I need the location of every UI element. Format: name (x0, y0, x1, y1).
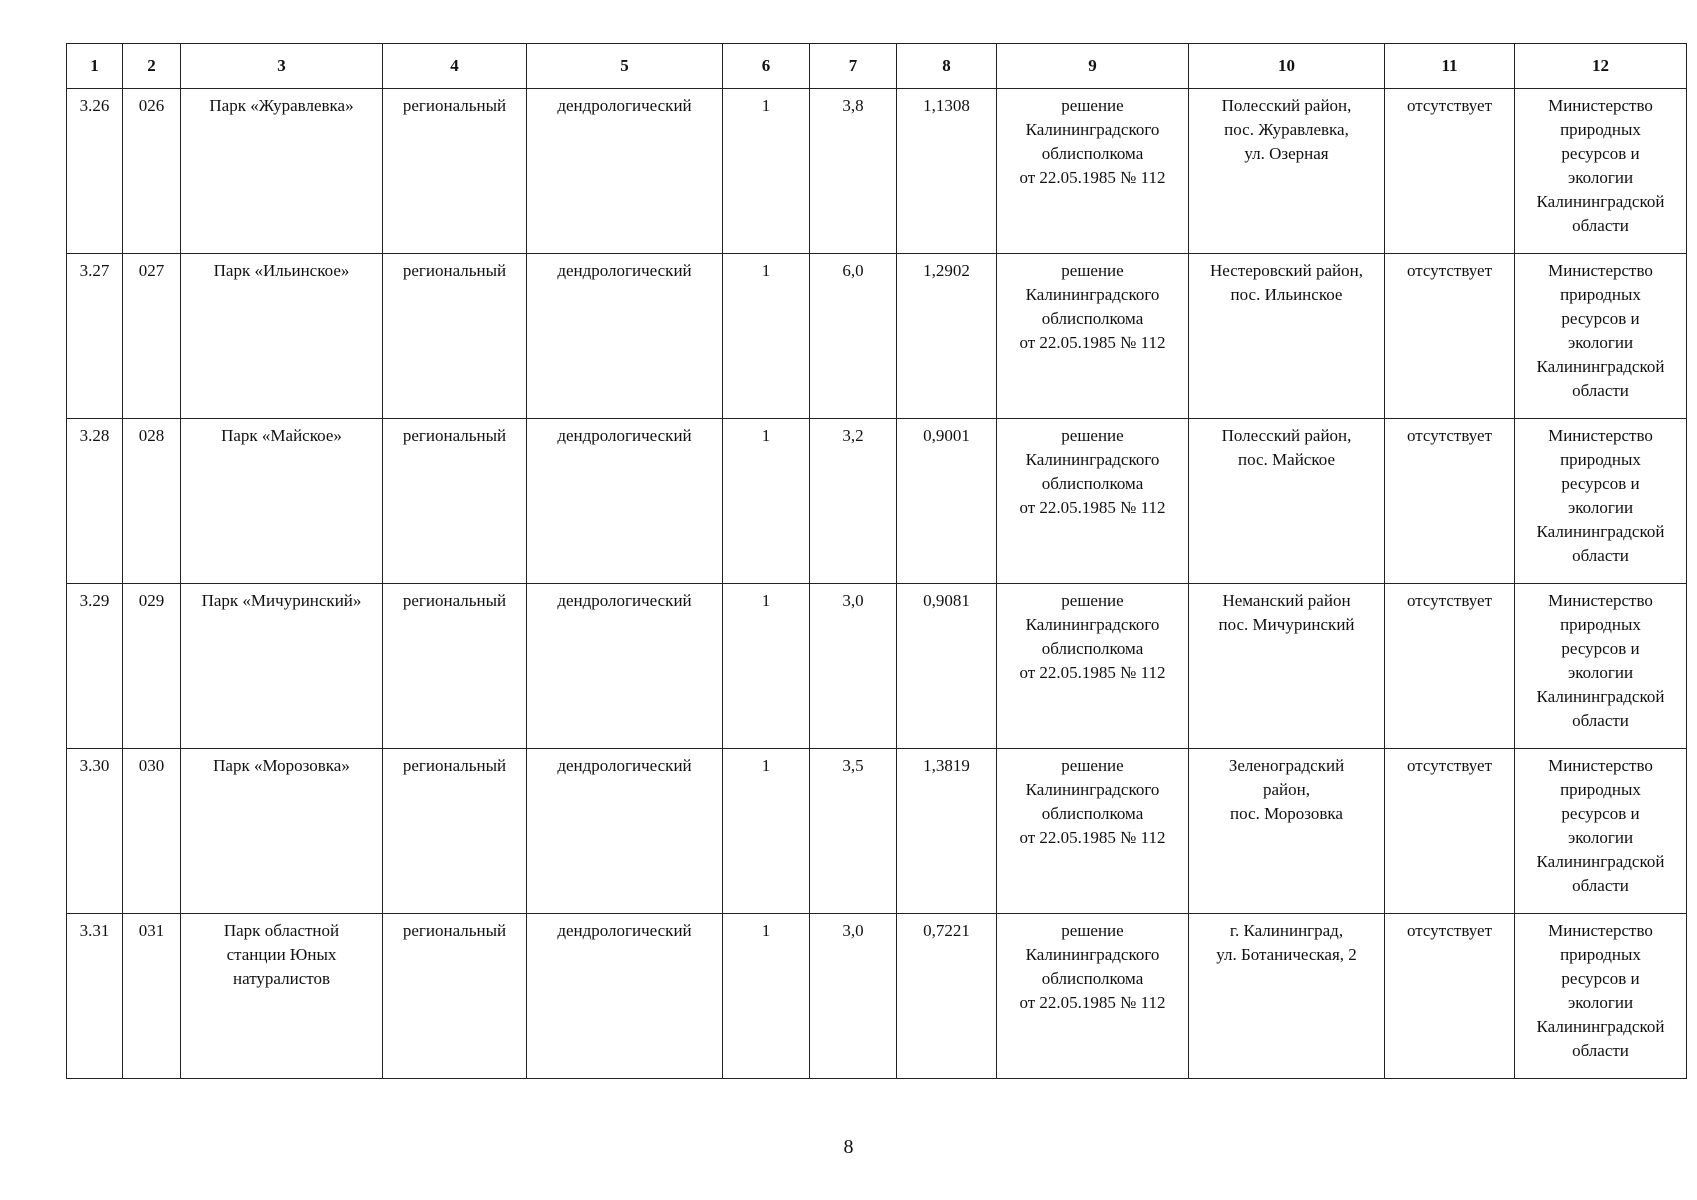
cell-text: 1,3819 (923, 756, 970, 775)
cell-area-b (897, 419, 997, 584)
cell-text: 026 (138, 96, 165, 115)
column-header-8: 8 (897, 44, 997, 89)
cell-text: 1 (761, 591, 771, 610)
header-row (67, 44, 1687, 89)
cell-text: г. Калининград, ул. Ботаническая, 2 (1216, 921, 1357, 964)
cell-authority (1515, 419, 1687, 584)
cell-area-b (897, 584, 997, 749)
cell-text: отсутствует (1406, 756, 1493, 775)
cell-area-a (810, 419, 897, 584)
cell-text: отсутствует (1406, 426, 1493, 445)
cell-text: дендрологический (557, 591, 692, 610)
cell-buffer (1385, 584, 1515, 749)
cell-area-a (810, 89, 897, 254)
cell-location (1189, 419, 1385, 584)
cell-area-a (810, 749, 897, 914)
cell-text: 3,0 (842, 921, 864, 940)
cell-significance (383, 419, 527, 584)
table-row (67, 419, 1687, 584)
cell-code (123, 419, 181, 584)
cell-category (723, 254, 810, 419)
cell-area-a (810, 254, 897, 419)
table-row (67, 749, 1687, 914)
column-header-12: 12 (1515, 44, 1687, 89)
cell-location (1189, 584, 1385, 749)
cell-text: 3.26 (79, 96, 110, 115)
cell-text: решение Калининградского облисполкома от 22.05.1985 № 112 (1019, 96, 1166, 187)
cell-buffer (1385, 89, 1515, 254)
cell-text: отсутствует (1406, 921, 1493, 940)
cell-text: 3,8 (842, 96, 864, 115)
cell-row-number (67, 89, 123, 254)
cell-name (181, 584, 383, 749)
cell-profile (527, 584, 723, 749)
cell-text: Нестеровский район, пос. Ильинское (1210, 261, 1363, 304)
cell-text: Парк «Мичуринский» (201, 591, 362, 610)
cell-text: дендрологический (557, 261, 692, 280)
cell-row-number (67, 749, 123, 914)
cell-code (123, 254, 181, 419)
table-header (67, 44, 1687, 89)
cell-code (123, 89, 181, 254)
page-number: 8 (843, 1136, 854, 1158)
cell-location (1189, 254, 1385, 419)
cell-text: 3.30 (79, 756, 110, 775)
cell-text: 031 (138, 921, 165, 940)
cell-code (123, 584, 181, 749)
cell-decision (997, 914, 1189, 1079)
cell-text: отсутствует (1406, 261, 1493, 280)
cell-category (723, 584, 810, 749)
cell-row-number (67, 914, 123, 1079)
table-body (67, 89, 1687, 1079)
cell-text: региональный (402, 591, 507, 610)
cell-profile (527, 749, 723, 914)
cell-name (181, 419, 383, 584)
cell-text: 3.29 (79, 591, 110, 610)
cell-text: Министерство природных ресурсов и экологии Калининградской области (1536, 96, 1665, 235)
cell-name (181, 89, 383, 254)
cell-text: дендрологический (557, 96, 692, 115)
column-header-9: 9 (997, 44, 1189, 89)
cell-text: дендрологический (557, 756, 692, 775)
cell-buffer (1385, 749, 1515, 914)
cell-text: 1 (761, 756, 771, 775)
cell-text: 0,7221 (923, 921, 970, 940)
cell-text: Министерство природных ресурсов и экологии Калининградской области (1536, 591, 1665, 730)
cell-text: Неманский район пос. Мичуринский (1218, 591, 1355, 634)
cell-row-number (67, 584, 123, 749)
cell-text: Парк «Майское» (221, 426, 342, 445)
cell-decision (997, 584, 1189, 749)
cell-text: Парк областной станции Юных натуралистов (223, 921, 340, 988)
cell-area-b (897, 254, 997, 419)
cell-text: Полесский район, пос. Майское (1221, 426, 1352, 469)
cell-authority (1515, 254, 1687, 419)
cell-buffer (1385, 914, 1515, 1079)
cell-text: решение Калининградского облисполкома от 22.05.1985 № 112 (1019, 261, 1166, 352)
cell-area-b (897, 914, 997, 1079)
cell-authority (1515, 914, 1687, 1079)
cell-text: Министерство природных ресурсов и экологии Калининградской области (1536, 426, 1665, 565)
cell-row-number (67, 419, 123, 584)
column-header-4: 4 (383, 44, 527, 89)
cell-text: 1 (761, 261, 771, 280)
cell-text: Министерство природных ресурсов и экологии Калининградской области (1536, 921, 1665, 1060)
cell-text: 3.28 (79, 426, 110, 445)
cell-text: региональный (402, 921, 507, 940)
cell-text: дендрологический (557, 426, 692, 445)
cell-text: 029 (138, 591, 165, 610)
cell-significance (383, 254, 527, 419)
cell-text: 3.27 (79, 261, 110, 280)
column-header-1: 1 (67, 44, 123, 89)
cell-text: решение Калининградского облисполкома от 22.05.1985 № 112 (1019, 921, 1166, 1012)
cell-profile (527, 89, 723, 254)
cell-text: 1,1308 (923, 96, 970, 115)
cell-text: Парк «Морозовка» (213, 756, 350, 775)
cell-text: 3,5 (842, 756, 864, 775)
cell-significance (383, 749, 527, 914)
cell-category (723, 914, 810, 1079)
cell-area-b (897, 749, 997, 914)
cell-text: 027 (138, 261, 165, 280)
cell-area-a (810, 914, 897, 1079)
cell-text: 0,9001 (923, 426, 970, 445)
cell-decision (997, 419, 1189, 584)
cell-authority (1515, 584, 1687, 749)
cell-name (181, 914, 383, 1079)
cell-text: региональный (402, 261, 507, 280)
cell-name (181, 254, 383, 419)
column-header-3: 3 (181, 44, 383, 89)
cell-decision (997, 89, 1189, 254)
cell-text: решение Калининградского облисполкома от 22.05.1985 № 112 (1019, 426, 1166, 517)
cell-text: 6,0 (842, 261, 864, 280)
table-row (67, 254, 1687, 419)
cell-name (181, 749, 383, 914)
cell-area-b (897, 89, 997, 254)
cell-text: отсутствует (1406, 96, 1493, 115)
cell-buffer (1385, 254, 1515, 419)
cell-location (1189, 749, 1385, 914)
cell-profile (527, 254, 723, 419)
cell-text: 1 (761, 921, 771, 940)
cell-text: решение Калининградского облисполкома от 22.05.1985 № 112 (1019, 591, 1166, 682)
column-header-10: 10 (1189, 44, 1385, 89)
cell-text: 3,0 (842, 591, 864, 610)
cell-text: региональный (402, 756, 507, 775)
cell-text: отсутствует (1406, 591, 1493, 610)
cell-text: решение Калининградского облисполкома от 22.05.1985 № 112 (1019, 756, 1166, 847)
cell-profile (527, 419, 723, 584)
cell-location (1189, 914, 1385, 1079)
cell-decision (997, 749, 1189, 914)
cell-authority (1515, 89, 1687, 254)
cell-significance (383, 914, 527, 1079)
cell-text: Министерство природных ресурсов и экологии Калининградской области (1536, 756, 1665, 895)
cell-row-number (67, 254, 123, 419)
cell-category (723, 419, 810, 584)
column-header-7: 7 (810, 44, 897, 89)
table-row (67, 914, 1687, 1079)
cell-significance (383, 89, 527, 254)
cell-authority (1515, 749, 1687, 914)
table-row (67, 89, 1687, 254)
cell-category (723, 749, 810, 914)
cell-code (123, 749, 181, 914)
column-header-6: 6 (723, 44, 810, 89)
table-row (67, 584, 1687, 749)
cell-text: 0,9081 (923, 591, 970, 610)
cell-text: 030 (138, 756, 165, 775)
cell-text: 1 (761, 96, 771, 115)
cell-text: 1 (761, 426, 771, 445)
cell-text: Парк «Журавлевка» (209, 96, 354, 115)
cell-text: 3,2 (842, 426, 864, 445)
cell-location (1189, 89, 1385, 254)
cell-text: 1,2902 (923, 261, 970, 280)
cell-text: Министерство природных ресурсов и экологии Калининградской области (1536, 261, 1665, 400)
column-header-11: 11 (1385, 44, 1515, 89)
column-header-2: 2 (123, 44, 181, 89)
cell-text: дендрологический (557, 921, 692, 940)
column-header-5: 5 (527, 44, 723, 89)
cell-profile (527, 914, 723, 1079)
cell-category (723, 89, 810, 254)
cell-text: региональный (402, 96, 507, 115)
cell-text: 3.31 (79, 921, 110, 940)
cell-text: Парк «Ильинское» (213, 261, 350, 280)
cell-area-a (810, 584, 897, 749)
cell-text: региональный (402, 426, 507, 445)
cell-text: Зеленоградский район, пос. Морозовка (1228, 756, 1345, 823)
cell-text: 028 (138, 426, 165, 445)
protected-areas-table (66, 43, 1687, 1079)
cell-buffer (1385, 419, 1515, 584)
cell-significance (383, 584, 527, 749)
cell-decision (997, 254, 1189, 419)
cell-text: Полесский район, пос. Журавлевка, ул. Озерная (1221, 96, 1352, 163)
cell-code (123, 914, 181, 1079)
